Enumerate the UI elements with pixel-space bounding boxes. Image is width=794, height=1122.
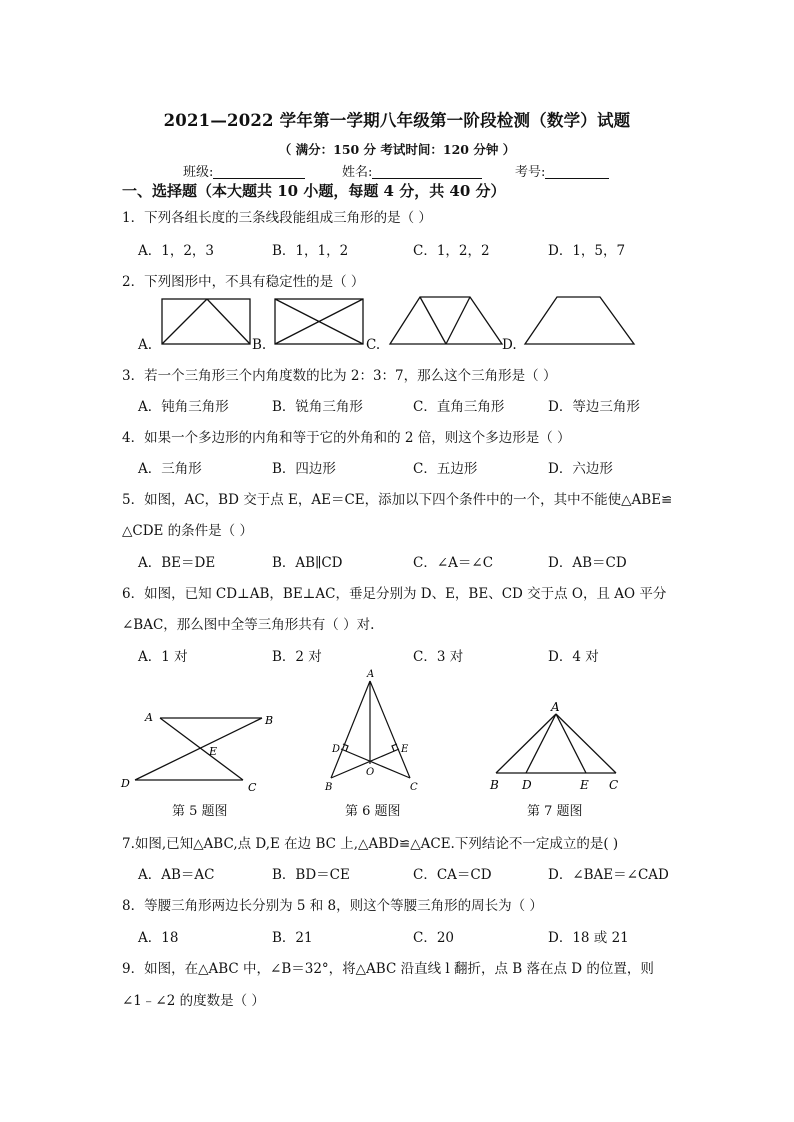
q4-option-b: B．四边形 [272,461,336,477]
name-field [342,161,482,180]
fig5-label-b: B [265,714,274,727]
q5-option-a: A．BE＝DE [138,555,216,571]
fig7-label-d: D [522,778,532,792]
fig6-label-e: E [401,744,409,755]
question-9-stem-line2: ∠1﹣∠2 的度数是（ ） [122,993,265,1009]
q2-option-a: A. [138,337,153,353]
page-title: 2021—2022 学年第一学期八年级第一阶段检测（数学）试题 [163,111,631,130]
question-1-stem: 1．下列各组长度的三条线段能组成三角形的是（ ） [122,210,432,226]
number-field [515,161,609,180]
question-8-stem: 8．等腰三角形两边长分别为 5 和 8，则这个等腰三角形的周长为（ ） [122,898,543,914]
q1-option-d: D．1，5，7 [548,243,626,259]
q1-option-a: A．1，2，3 [138,243,215,259]
q7-option-a: A．AB＝AC [138,867,215,883]
fig6-label-o: O [366,767,375,778]
name-blank [372,164,482,179]
geometry-figures [110,665,650,797]
q2-option-d: D. [502,337,517,353]
fig5-label-e: E [209,745,218,758]
question-5-stem-line2: △CDE 的条件是（ ） [122,523,253,539]
question-6-stem-line2: ∠BAC，那么图中全等三角形共有（ ）对. [122,617,375,633]
exam-subtitle: （ 满分：150 分 考试时间：120 分钟 ） [278,142,516,157]
q8-option-d: D．18 或 21 [548,930,629,946]
q5-option-b: B．AB∥CD [272,555,343,571]
q5-option-c: C．∠A＝∠C [413,555,494,571]
q2-figure-a-rectangle-triangle [162,299,250,344]
fig7-label-e: E [580,778,589,792]
question-9-stem-line1: 9．如图，在△ABC 中，∠B＝32°，将△ABC 沿直线 l 翻折，点 B 落在点 D 的位置，则 [122,961,654,977]
question-6-stem-line1: 6．如图，已知 CD⊥AB，BE⊥AC，垂足分别为 D、E，BE、CD 交于点 O，且 AO 平分 [122,586,667,602]
fig5-label-c: C [248,781,257,794]
fig6-caption: 第 6 题图 [345,804,401,819]
fig5-caption: 第 5 题图 [172,804,228,819]
q7-option-b: B．BD＝CE [272,867,350,883]
fig7-label-b: B [490,778,499,792]
q6-option-a: A．1 对 [138,649,188,665]
class-field [183,161,305,180]
figure-5 [120,711,273,794]
q4-option-d: D．六边形 [548,461,613,477]
q8-option-a: A．18 [138,930,179,946]
q2-option-c: C. [366,337,381,353]
figure-7 [489,700,618,792]
q6-option-c: C．3 对 [413,649,464,665]
class-label: 班级: [183,165,214,180]
fig7-label-c: C [609,778,619,792]
fig7-label-a: A [551,700,560,714]
fig6-label-d: D [332,744,341,755]
q3-option-d: D．等边三角形 [548,399,640,415]
number-label: 考号: [515,165,546,180]
question-3-stem: 3．若一个三角形三个内角度数的比为 2：3：7，那么这个三角形是（ ） [122,368,557,384]
q7-option-d: D．∠BAE＝∠CAD [548,867,669,883]
q2-figure-b-rectangle-diagonals [275,299,363,344]
q2-figure-c-trapezoid-triangles [390,297,502,344]
q3-option-c: C．直角三角形 [413,399,505,415]
number-blank [545,164,609,179]
class-blank [213,164,305,179]
figure-6 [324,669,418,793]
q4-option-c: C．五边形 [413,461,478,477]
q7-option-c: C．CA＝CD [413,867,492,883]
name-label: 姓名: [342,165,373,180]
q6-option-d: D．4 对 [548,649,599,665]
q1-option-c: C．1，2，2 [413,243,490,259]
q8-option-c: C．20 [413,930,455,946]
q5-option-d: D．AB＝CD [548,555,627,571]
fig5-label-d: D [121,777,130,790]
fig7-caption: 第 7 题图 [527,804,583,819]
q2-figures [150,290,650,350]
fig6-label-c: C [410,782,418,793]
q2-option-b: B. [252,337,267,353]
q6-option-b: B．2 对 [272,649,322,665]
q2-figure-d-trapezoid [525,297,634,344]
section-title: 一、选择题（本大题共 10 小题，每题 4 分，共 40 分） [122,182,506,200]
fig5-label-a: A [145,711,153,724]
question-5-stem-line1: 5．如图，AC，BD 交于点 E，AE＝CE，添加以下四个条件中的一个，其中不能使△ABE≌ [122,492,673,508]
q4-option-a: A．三角形 [138,461,202,477]
question-2-stem: 2．下列图形中，不具有稳定性的是（ ） [122,274,365,290]
question-7-stem: 7.如图,已知△ABC,点 D,E 在边 BC 上,△ABD≌△ACE.下列结论不一定成立的是( ) [122,836,619,852]
q8-option-b: B．21 [272,930,313,946]
q3-option-a: A．钝角三角形 [138,399,229,415]
question-4-stem: 4．如果一个多边形的内角和等于它的外角和的 2 倍，则这个多边形是（ ） [122,430,571,446]
fig6-label-b: B [325,782,333,793]
q3-option-b: B．锐角三角形 [272,399,363,415]
fig6-label-a: A [367,669,375,680]
q1-option-b: B．1，1，2 [272,243,349,259]
